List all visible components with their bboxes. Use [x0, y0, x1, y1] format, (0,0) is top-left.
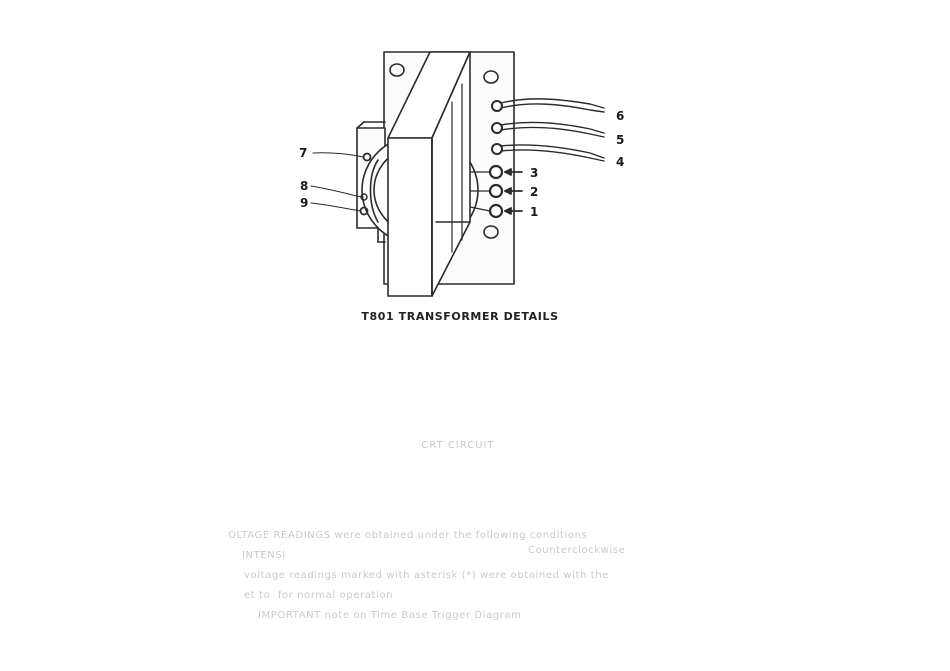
pin-label-8: 8 [300, 179, 309, 193]
pin-label-7: 7 [299, 146, 308, 160]
pin-label-5: 5 [616, 133, 625, 147]
note-line-3: voltage readings marked with asterisk (*) were obtained with the [244, 570, 609, 581]
pin-label-3: 3 [530, 166, 539, 180]
pin-label-9: 9 [300, 196, 309, 210]
note-line-4: et to for normal operation [244, 590, 394, 601]
note-line-5: IMPORTANT note on Time Base Trigger Diagram [258, 610, 522, 621]
faded-section-title: CRT CIRCUIT [421, 440, 495, 451]
note-line-1: OLTAGE READINGS were obtained under the following conditions [228, 530, 588, 541]
pin-label-6: 6 [616, 109, 625, 123]
note-line-2: INTENSI [242, 550, 286, 561]
faded-notes [228, 529, 698, 629]
leader-lines [311, 153, 363, 211]
pin-label-4: 4 [616, 155, 625, 169]
note-condition: Counterclockwise [528, 545, 626, 556]
figure-caption: T801 TRANSFORMER DETAILS [361, 310, 559, 323]
pin-label-2: 2 [530, 185, 539, 199]
pin-label-1: 1 [530, 205, 539, 219]
